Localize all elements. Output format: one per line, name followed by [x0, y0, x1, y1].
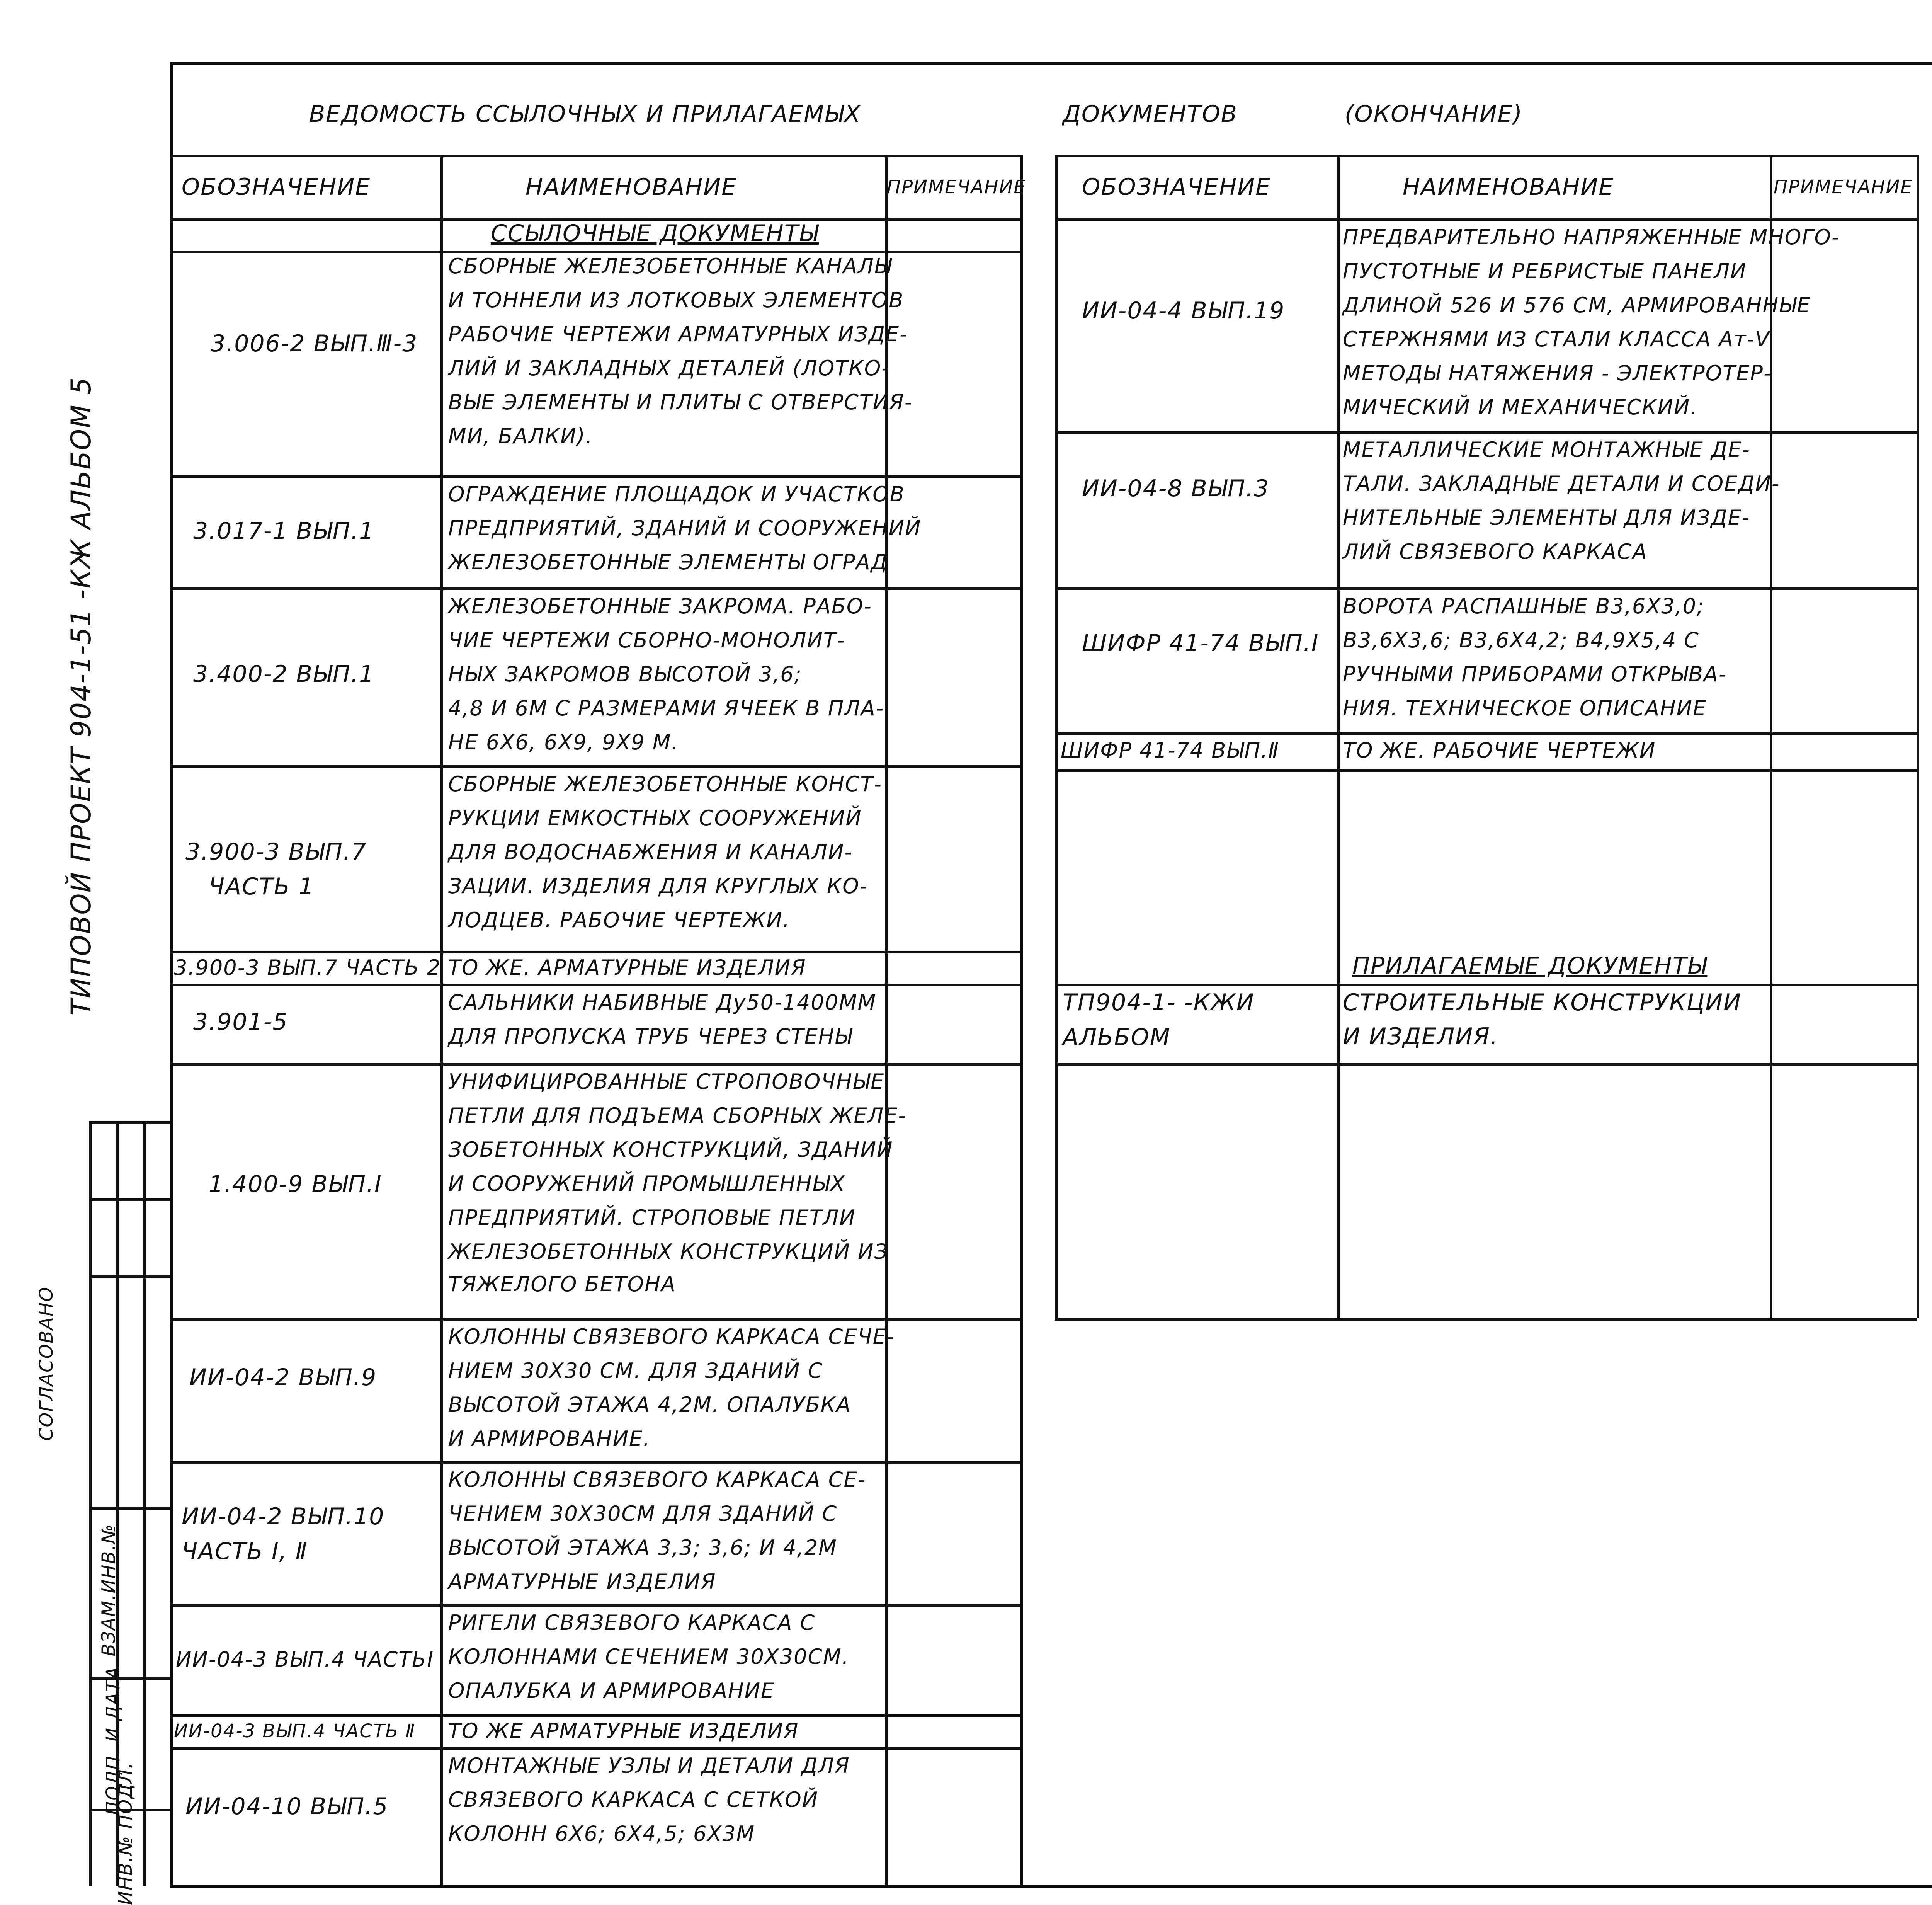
name-line: СБОРНЫЕ ЖЕЛЕЗОБЕТОННЫЕ КОНСТ- — [448, 772, 882, 796]
name-line: И СООРУЖЕНИЙ ПРОМЫШЛЕННЫХ — [448, 1171, 845, 1196]
name-line: ЛИЙ И ЗАКЛАДНЫХ ДЕТАЛЕЙ (ЛОТКО- — [448, 356, 890, 380]
t1-row3-code: 3.400-2 ВЫП.1 — [193, 661, 375, 688]
name-line: СБОРНЫЕ ЖЕЛЕЗОБЕТОННЫЕ КАНАЛЫ — [448, 254, 892, 278]
side-line — [89, 1121, 92, 1886]
t1-row4-code: 3.900-3 ВЫП.7 — [185, 838, 367, 865]
name-line: ДЛЯ ПРОПУСКА ТРУБ ЧЕРЕЗ СТЕНЫ — [448, 1024, 853, 1049]
name-line: ОПАЛУБКА И АРМИРОВАНИЕ — [448, 1679, 775, 1703]
t1-row6-code: 3.901-5 — [193, 1008, 288, 1035]
side-line — [89, 1198, 170, 1201]
name-line: КОЛОННЫ СВЯЗЕВОГО КАРКАСА СЕЧЕ- — [448, 1324, 895, 1349]
t2-header-name: НАИМЕНОВАНИЕ — [1403, 174, 1614, 201]
t1-row10-name — [448, 1606, 849, 1708]
name-line: КОЛОННЫ СВЯЗЕВОГО КАРКАСА СЕ- — [448, 1467, 866, 1492]
t2-row-line — [1055, 1318, 1917, 1321]
name-line: ПЕТЛИ ДЛЯ ПОДЪЕМА СБОРНЫХ ЖЕЛЕ- — [448, 1103, 906, 1128]
t2-header-note: ПРИМЕЧАНИЕ — [1774, 176, 1913, 198]
t1-row1-name — [448, 249, 913, 453]
t2-row1-code: ИИ-04-4 ВЫП.19 — [1082, 297, 1285, 324]
t2-col-line — [1337, 155, 1340, 1318]
t2-row3-name — [1343, 589, 1727, 725]
name-line: ПРЕДВАРИТЕЛЬНО НАПРЯЖЕННЫЕ МНОГО- — [1343, 225, 1840, 249]
t1-col-line — [440, 155, 443, 1886]
name-line: И АРМИРОВАНИЕ. — [448, 1427, 651, 1451]
t1-header-name: НАИМЕНОВАНИЕ — [526, 174, 737, 201]
side-label-sign: ПОДП. И ДАТА — [102, 1666, 124, 1815]
t1-row8-code: ИИ-04-2 ВЫП.9 — [189, 1364, 377, 1391]
left-title-part3: (ОКОНЧАНИЕ) — [1345, 100, 1523, 128]
name-line: ПУСТОТНЫЕ И РЕБРИСТЫЕ ПАНЕЛИ — [1343, 259, 1747, 283]
name-line: ЛИЙ СВЯЗЕВОГО КАРКАСА — [1343, 540, 1648, 564]
t1-row3-name — [448, 589, 884, 759]
left-title-part2: ДОКУМЕНТОВ — [1063, 100, 1238, 128]
t1-row-line — [170, 155, 1020, 157]
side-line — [143, 1121, 146, 1886]
t2-section: ПРИЛАГАЕМЫЕ ДОКУМЕНТЫ — [1352, 952, 1708, 979]
t1-row6-name — [448, 986, 876, 1054]
t1-row9-name — [448, 1463, 866, 1599]
name-line: МЕТАЛЛИЧЕСКИЕ МОНТАЖНЫЕ ДЕ- — [1343, 438, 1750, 462]
frame-left — [170, 62, 173, 1886]
t2-col-line — [1055, 155, 1058, 1318]
t1-row4-name — [448, 767, 882, 937]
t2-row3-code: ШИФР 41-74 ВЫП.Ⅰ — [1082, 630, 1319, 657]
name-line: МИЧЕСКИЙ И МЕХАНИЧЕСКИЙ. — [1343, 395, 1698, 419]
frame-bottom — [170, 1885, 1932, 1888]
name-line: И ИЗДЕЛИЯ. — [1343, 1023, 1498, 1050]
name-line: МИ, БАЛКИ). — [448, 424, 593, 448]
name-line: РАБОЧИЕ ЧЕРТЕЖИ АРМАТУРНЫХ ИЗДЕ- — [448, 322, 908, 346]
t1-row9-code: ИИ-04-2 ВЫП.10 — [182, 1503, 385, 1530]
t2-row-line — [1055, 769, 1917, 772]
name-line: ЗАЦИИ. ИЗДЕЛИЯ ДЛЯ КРУГЛЫХ КО- — [448, 874, 868, 898]
name-line: НЫХ ЗАКРОМОВ ВЫСОТОЙ 3,6; — [448, 662, 802, 686]
t1-row7-code: 1.400-9 ВЫП.Ⅰ — [209, 1171, 382, 1198]
side-label-inv: ИНВ.№ ПОДЛ. — [115, 1762, 137, 1905]
side-line — [89, 1121, 170, 1124]
name-line: АРМАТУРНЫЕ ИЗДЕЛИЯ — [448, 1570, 716, 1594]
t2-row1-name — [1343, 220, 1840, 424]
name-line: ВЫСОТОЙ ЭТАЖА 4,2М. ОПАЛУБКА — [448, 1393, 852, 1417]
name-line: ОГРАЖДЕНИЕ ПЛОЩАДОК И УЧАСТКОВ — [448, 482, 905, 506]
name-line: РУКЦИИ ЕМКОСТНЫХ СООРУЖЕНИЙ — [448, 806, 862, 830]
name-line: НЕ 6Х6, 6Х9, 9Х9 М. — [448, 730, 679, 754]
name-line: КОЛОННАМИ СЕЧЕНИЕМ 30Х30СМ. — [448, 1645, 849, 1669]
side-label-replace: ВЗАМ.ИНВ.№ — [98, 1524, 120, 1656]
t2-attached-code: ТП904-1- -КЖИ — [1063, 989, 1255, 1016]
name-line: ДЛЯ ВОДОСНАБЖЕНИЯ И КАНАЛИ- — [448, 840, 853, 864]
t1-row11-code: ИИ-04-3 ВЫП.4 ЧАСТЬ Ⅱ — [174, 1720, 416, 1742]
side-line — [89, 1275, 170, 1278]
t2-row-line — [1055, 155, 1917, 157]
name-line: МОНТАЖНЫЕ УЗЛЫ И ДЕТАЛИ ДЛЯ — [448, 1753, 850, 1778]
name-line: ЖЕЛЕЗОБЕТОННЫЕ ЗАКРОМА. РАБО- — [448, 594, 872, 618]
t1-row5-name: ТО ЖЕ. АРМАТУРНЫЕ ИЗДЕЛИЯ — [448, 955, 806, 980]
name-line: СТРОИТЕЛЬНЫЕ КОНСТРУКЦИИ — [1343, 989, 1742, 1016]
t2-row-line — [1055, 1063, 1917, 1066]
t1-row5-code: 3.900-3 ВЫП.7 ЧАСТЬ 2 — [174, 955, 441, 980]
t1-row8-name — [448, 1320, 895, 1456]
t1-row9-code2: ЧАСТЬ Ⅰ, Ⅱ — [182, 1538, 308, 1565]
t1-row2-code: 3.017-1 ВЫП.1 — [193, 518, 375, 545]
t2-attached-code2: АЛЬБОМ — [1063, 1024, 1171, 1051]
name-line: 4,8 И 6М С РАЗМЕРАМИ ЯЧЕЕК В ПЛА- — [448, 696, 884, 720]
t1-col-line — [1020, 155, 1023, 1886]
t1-header-note: ПРИМЕЧАНИЕ — [887, 176, 1026, 198]
side-line — [89, 1507, 170, 1510]
name-line: НИЯ. ТЕХНИЧЕСКОЕ ОПИСАНИЕ — [1343, 696, 1707, 720]
t1-row7-name — [448, 1065, 906, 1300]
name-line: ЧИЕ ЧЕРТЕЖИ СБОРНО-МОНОЛИТ- — [448, 628, 845, 652]
name-line: ВЫЕ ЭЛЕМЕНТЫ И ПЛИТЫ С ОТВЕРСТИЯ- — [448, 390, 913, 414]
t2-col-line — [1917, 155, 1919, 1318]
name-line: СВЯЗЕВОГО КАРКАСА С СЕТКОЙ — [448, 1788, 819, 1812]
name-line: ВЫСОТОЙ ЭТАЖА 3,3; 3,6; И 4,2М — [448, 1536, 837, 1560]
name-line: РУЧНЫМИ ПРИБОРАМИ ОТКРЫВА- — [1343, 662, 1727, 686]
name-line: ЧЕНИЕМ 30Х30СМ ДЛЯ ЗДАНИЙ С — [448, 1502, 838, 1526]
left-title-part1: ВЕДОМОСТЬ ССЫЛОЧНЫХ И ПРИЛАГАЕМЫХ — [309, 100, 861, 128]
t1-header-code: ОБОЗНАЧЕНИЕ — [182, 174, 371, 201]
name-line: КОЛОНН 6Х6; 6Х4,5; 6Х3М — [448, 1822, 755, 1846]
t1-row1-code: 3.006-2 ВЫП.Ⅲ-3 — [211, 330, 418, 357]
t2-header-code: ОБОЗНАЧЕНИЕ — [1082, 174, 1271, 201]
name-line: САЛЬНИКИ НАБИВНЫЕ Ду50-1400ММ — [448, 990, 877, 1015]
name-line: МЕТОДЫ НАТЯЖЕНИЯ - ЭЛЕКТРОТЕР- — [1343, 361, 1772, 385]
t1-row2-name — [448, 477, 921, 579]
t2-row4-name: ТО ЖЕ. РАБОЧИЕ ЧЕРТЕЖИ — [1343, 738, 1656, 763]
side-project-title: ТИПОВОЙ ПРОЕКТ 904-1-51 -КЖ АЛЬБОМ 5 — [65, 376, 97, 1016]
name-line: ЖЕЛЕЗОБЕТОННЫХ КОНСТРУКЦИЙ ИЗ — [448, 1239, 889, 1264]
name-line: ЛОДЦЕВ. РАБОЧИЕ ЧЕРТЕЖИ. — [448, 908, 790, 932]
t1-row11-name: ТО ЖЕ АРМАТУРНЫЕ ИЗДЕЛИЯ — [448, 1719, 799, 1743]
name-line: НИЕМ 30Х30 СМ. ДЛЯ ЗДАНИЙ С — [448, 1359, 823, 1383]
name-line: НИТЕЛЬНЫЕ ЭЛЕМЕНТЫ ДЛЯ ИЗДЕ- — [1343, 506, 1750, 530]
name-line: В3,6Х3,6; В3,6Х4,2; В4,9Х5,4 С — [1343, 628, 1699, 652]
name-line: ДЛИНОЙ 526 И 576 СМ, АРМИРОВАННЫЕ — [1343, 293, 1811, 317]
name-line: ЗОБЕТОННЫХ КОНСТРУКЦИЙ, ЗДАНИЙ — [448, 1137, 893, 1162]
t1-row12-name — [448, 1749, 850, 1851]
t2-row4-code: ШИФР 41-74 ВЫП.Ⅱ — [1061, 738, 1280, 763]
t1-section: ССЫЛОЧНЫЕ ДОКУМЕНТЫ — [491, 220, 819, 247]
name-line: ТАЛИ. ЗАКЛАДНЫЕ ДЕТАЛИ И СОЕДИ- — [1343, 472, 1780, 496]
t1-row4-code2: ЧАСТЬ 1 — [209, 873, 315, 900]
t2-attached-name — [1343, 986, 1742, 1054]
name-line: И ТОННЕЛИ ИЗ ЛОТКОВЫХ ЭЛЕМЕНТОВ — [448, 288, 904, 312]
name-line: ВОРОТА РАСПАШНЫЕ В3,6Х3,0; — [1343, 594, 1705, 618]
name-line: РИГЕЛИ СВЯЗЕВОГО КАРКАСА С — [448, 1610, 816, 1635]
name-line: ТЯЖЕЛОГО БЕТОНА — [448, 1272, 676, 1296]
t1-row10-code: ИИ-04-3 ВЫП.4 ЧАСТЬⅠ — [176, 1647, 434, 1672]
frame-top — [170, 62, 1932, 65]
t2-row2-name — [1343, 433, 1780, 569]
name-line: ПРЕДПРИЯТИЙ. СТРОПОВЫЕ ПЕТЛИ — [448, 1205, 856, 1230]
name-line: СТЕРЖНЯМИ ИЗ СТАЛИ КЛАССА Ат-Ⅴ — [1343, 327, 1770, 351]
name-line: УНИФИЦИРОВАННЫЕ СТРОПОВОЧНЫЕ — [448, 1069, 885, 1094]
name-line: ПРЕДПРИЯТИЙ, ЗДАНИЙ И СООРУЖЕНИЙ — [448, 516, 922, 540]
name-line: ЖЕЛЕЗОБЕТОННЫЕ ЭЛЕМЕНТЫ ОГРАД — [448, 550, 888, 574]
t2-row2-code: ИИ-04-8 ВЫП.3 — [1082, 475, 1270, 502]
side-copied-label: СОГЛАСОВАНО — [36, 1286, 57, 1441]
t1-row12-code: ИИ-04-10 ВЫП.5 — [185, 1793, 389, 1820]
